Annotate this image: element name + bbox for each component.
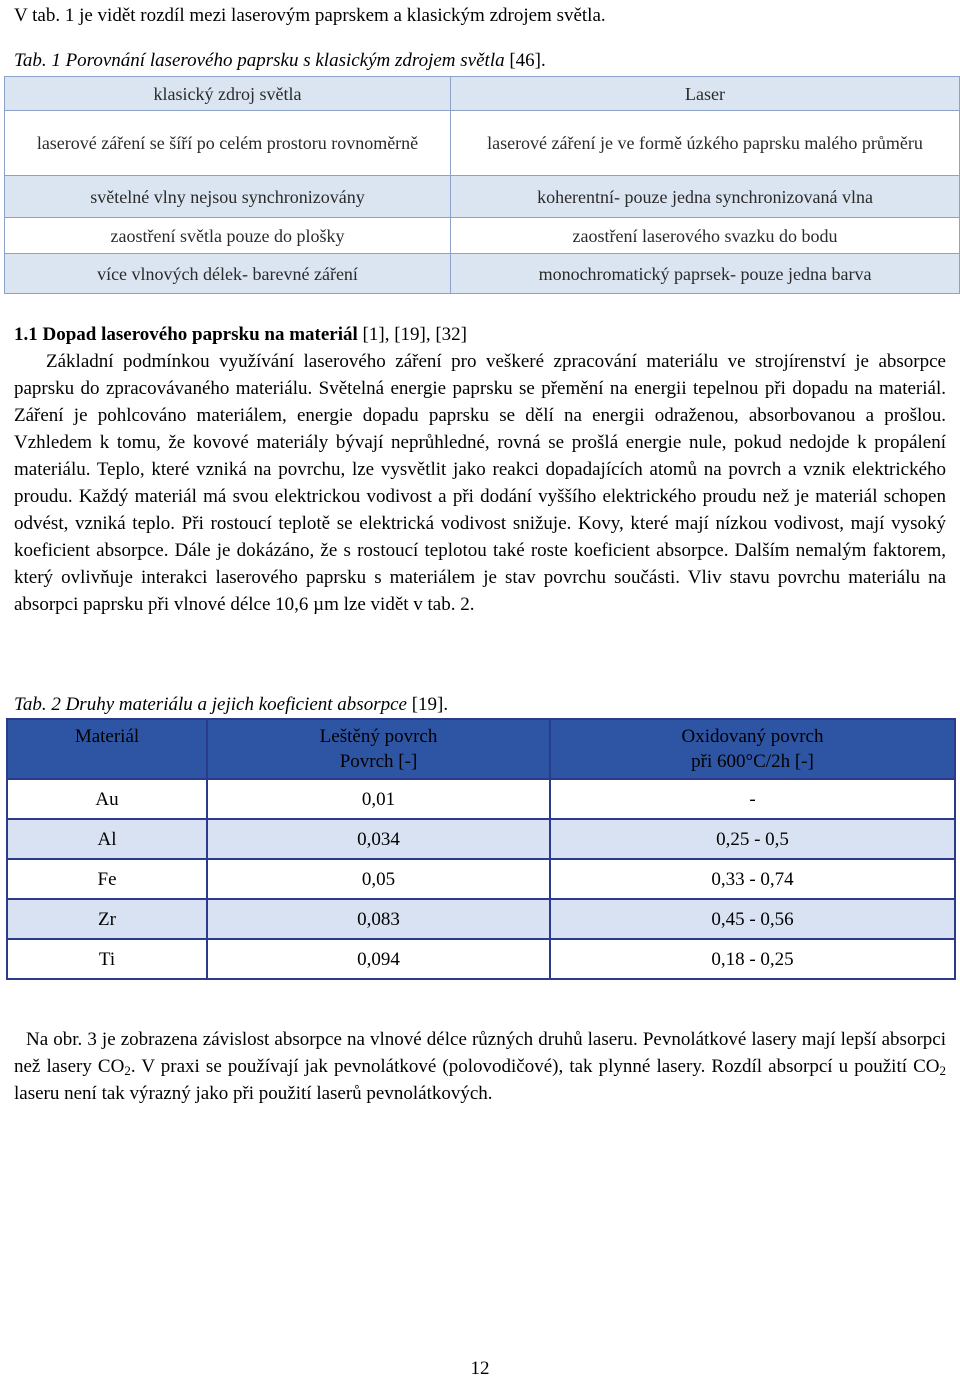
- absorption-table: [6, 718, 956, 980]
- section-title: 1.1 Dopad laserového paprsku na materiál: [14, 324, 358, 345]
- oxidized-value-cell: 0,25 - 0,5: [550, 819, 955, 859]
- polished-value-cell: 0,034: [207, 819, 550, 859]
- material-cell: Zr: [7, 899, 207, 939]
- material-cell: Au: [7, 779, 207, 819]
- section-refs: [1], [19], [32]: [362, 324, 468, 345]
- table-cell: laserové záření je ve formě úzkého paprsku malého průměru: [451, 111, 960, 176]
- header-line: Oxidovaný povrch: [681, 726, 824, 747]
- table1-caption-ref: [46].: [509, 50, 546, 71]
- header-line: při 600°C/2h [-]: [691, 751, 814, 772]
- page-number: 12: [470, 1358, 490, 1379]
- table-row: [7, 939, 955, 979]
- closing-text-3: laseru není tak výrazný jako při použití laserů pevnolátkových.: [14, 1083, 493, 1104]
- table-row: [7, 899, 955, 939]
- closing-text-1: Na obr. 3 je zobrazena závislost absorpce na vlnové délce různých druhů laseru. Pevnolátkové lasery mají lepší absorpci než lasery CO: [14, 1029, 946, 1077]
- oxidized-value-cell: 0,33 - 0,74: [550, 859, 955, 899]
- table-cell: koherentní- pouze jedna synchronizovaná vlna: [451, 176, 960, 218]
- table-cell: zaostření laserového svazku do bodu: [451, 218, 960, 254]
- header-cell: [207, 719, 550, 779]
- table-row: [5, 254, 960, 294]
- header-line: Leštěný povrch: [319, 726, 438, 747]
- header-line: Materiál: [74, 726, 140, 747]
- header-cell: [550, 719, 955, 779]
- comparison-table: [4, 76, 960, 294]
- header-cell: Laser: [451, 77, 960, 111]
- table-row: [5, 176, 960, 218]
- intro-line: V tab. 1 je vidět rozdíl mezi laserovým paprskem a klasickým zdrojem světla.: [14, 5, 606, 26]
- table-row: [5, 218, 960, 254]
- table-header-row: [5, 77, 960, 111]
- table-row: [7, 859, 955, 899]
- co2-subscript: 2: [939, 1063, 946, 1078]
- oxidized-value-cell: -: [550, 779, 955, 819]
- table-cell: zaostření světla pouze do plošky: [5, 218, 451, 254]
- table2-caption-label: Tab. 2 Druhy materiálu a jejich koeficient absorpce: [14, 694, 407, 715]
- table-cell: světelné vlny nejsou synchronizovány: [5, 176, 451, 218]
- co2-subscript: 2: [124, 1063, 131, 1078]
- table-row: [5, 111, 960, 176]
- closing-text-2: . V praxi se používají jak pevnolátkové (polovodičové), tak plynné lasery. Rozdíl absorpcí u použití CO: [130, 1056, 940, 1077]
- table1-caption: [14, 50, 546, 72]
- polished-value-cell: 0,05: [207, 859, 550, 899]
- oxidized-value-cell: 0,18 - 0,25: [550, 939, 955, 979]
- closing-paragraph: [14, 1026, 946, 1107]
- table-row: [7, 819, 955, 859]
- polished-value-cell: 0,094: [207, 939, 550, 979]
- polished-value-cell: 0,01: [207, 779, 550, 819]
- material-cell: Al: [7, 819, 207, 859]
- table-cell: monochromatický paprsek- pouze jedna barva: [451, 254, 960, 294]
- table2-caption-ref: [19].: [411, 694, 449, 715]
- table1-caption-label: Tab. 1 Porovnání laserového paprsku s klasickým zdrojem světla: [14, 50, 505, 71]
- table-cell: více vlnových délek- barevné záření: [5, 254, 451, 294]
- header-cell: klasický zdroj světla: [5, 77, 451, 111]
- table-row: [7, 779, 955, 819]
- polished-value-cell: 0,083: [207, 899, 550, 939]
- header-cell: [7, 719, 207, 779]
- section-heading: [14, 321, 467, 348]
- table-cell: laserové záření se šíří po celém prostoru rovnoměrně: [5, 111, 451, 176]
- table-header-row: [7, 719, 955, 779]
- material-cell: Ti: [7, 939, 207, 979]
- header-line: Povrch [-]: [339, 751, 418, 772]
- table2-caption: [14, 694, 448, 716]
- section-paragraph: Základní podmínkou využívání laserového záření pro veškeré zpracování materiálu ve strojírenství je absorpce paprsku do zpracovávaného materiálu. Světelná energie paprsku se přemění na energii tepelnou při dopadu na materiál. Záření je pohlcováno materiálem, energie dopadu paprsku se dělí na energii odraženou, absorbovanou a prošlou. Vzhledem k tomu, že kovové materiály bývají neprůhledné, rovná se prošlá energie nule, pokud nedojde k propálení materiálu. Teplo, které vzniká na povrchu, lze vysvětlit jako reakci dopadajících atomů na povrch a vznik elektrického proudu. Každý materiál má svou elektrickou vodivost a při dodání vyššího elektrického proudu než je materiál schopen odvést, vzniká teplo. Při rostoucí teplotě se elektrická vodivost snižuje. Kovy, které mají nízkou vodivost, mají vysoký koeficient absorpce. Dále je dokázáno, že s rostoucí teplotou také roste koeficient absorpce. Dalším nemalým faktorem, který ovlivňuje interakci laserového paprsku s materiálem je stav povrchu součásti. Vliv stavu povrchu materiálu na absorpci paprsku při vlnové délce 10,6 µm lze vidět v tab. 2.: [14, 351, 946, 615]
- oxidized-value-cell: 0,45 - 0,56: [550, 899, 955, 939]
- material-cell: Fe: [7, 859, 207, 899]
